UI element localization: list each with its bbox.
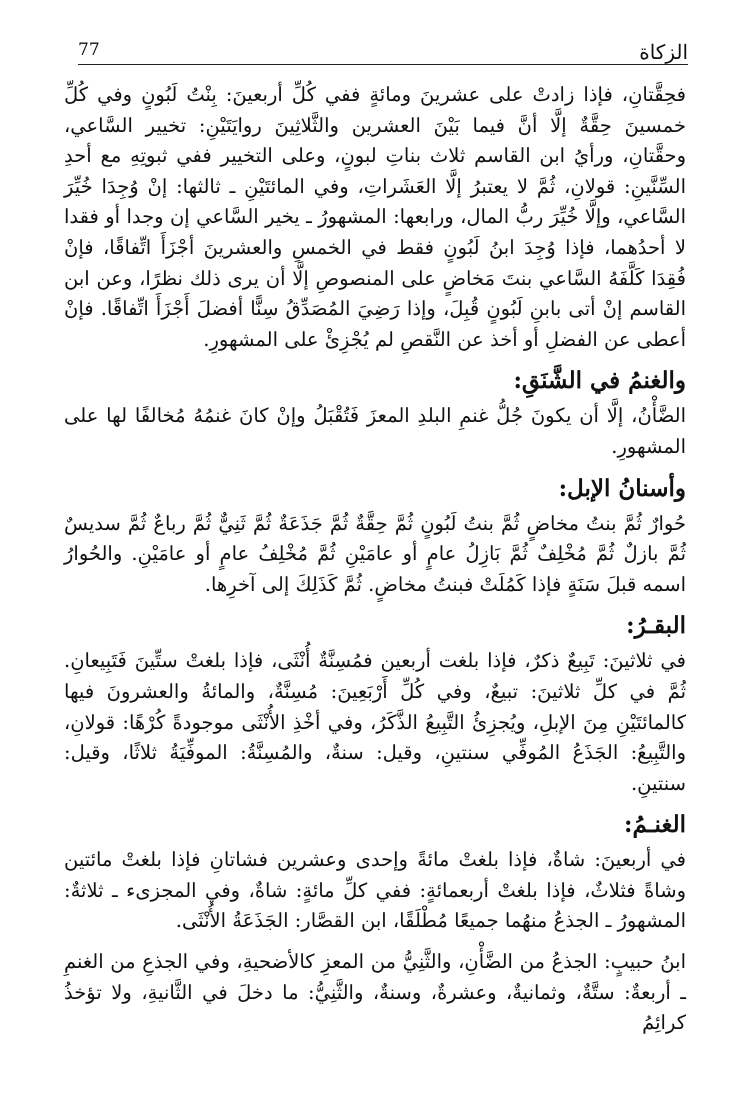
heading-sheep-shanaq: والغنمُ في الشَّنَقِ:	[513, 367, 686, 395]
paragraph-sheep-shanaq: الضَّأْنُ، إلَّا أن يكونَ جُلُّ غنمِ البلدِ المعزَ فَتُقْبَلُ وإنْ كانَ غنمُهُ مُخالفًا لها على المشهورِ.	[64, 404, 686, 458]
paragraph-ibn-habib: ابنُ حبيبٍ: الجذعُ من الضَّأْنِ، والثَّنِيُّ من المعزِ كالأضحيةِ، وفي الجذعِ من الغنمِ ـ أربعةٌ: ستَّةٌ، وثمانيةٌ، وعشرةٌ، وسنةٌ، والثَّنِيُّ: ما دخلَ في الثَّانيةِ، ولا تؤخذُ كرائِمُ	[64, 950, 686, 1035]
paragraph-cattle: في ثلاثينَ: تَبِيعٌ ذكرٌ، فإذا بلغت أربعين فمُسِنَّةٌ أُنْثَى، فإذا بلغتْ ستِّينَ فَتَبِيعانِ. ثُمَّ في كلِّ ثلاثينَ: تبيعٌ، وفي كُلِّ أَرْبَعِينَ: مُسِنَّةٌ، والمائةُ والعشرونَ فيها كالمائتَيْنِ مِنَ الإبلِ، ويُجزِئُ التَّبِيعُ الذَّكَرُ، وفي أخْذِ الأُنْثَى موجودةً كُرْهًا: قولانِ، والتَّبِيعُ: الجَذَعُ المُوفِّي سنتينِ، وقيل: سنةٌ، والمُسِنَّةُ: الموفِّيَةُ ثلاثًا، وقيل: سنتينِ.	[64, 649, 686, 795]
body-text	[64, 80, 686, 1098]
heading-camel-ages: وأسنانُ الإبل:	[558, 474, 686, 502]
page-number: 77	[78, 40, 100, 60]
paragraph-camels-ages: فحِقَّتانِ، فإذا زادتْ على عشرينَ ومائةٍ ففي كُلِّ أربعينَ: بِنْتُ لَبُونٍ وفي كُلِّ خمسينَ حِقَّةٌ إلَّا أنَّ فيما بَيْنَ العشرين والثَّلاثِينَ روايَتَيْنِ: تخيير السَّاعي، وحقَّتانِ، ورأيُ ابن القاسم ثلاث بناتِ لبونٍ، وعلى التخيير ففي ثبوتِهِ مع أحدِ السِّنَّينِ: قولانِ، ثُمَّ لا يعتبرُ إلَّا العَشَراتِ، وفي المائتَيْنِ ـ ثالثها: إنْ وُجِدَا خُيِّرَ السَّاعي، وإلَّا خُيِّرَ ربُّ المال، ورابعها: المشهورُ ـ يخير السَّاعي إن وجدا أو فقدا لا أحدُهما، فإذا وُجِدَ ابنُ لَبُونٍ فقط في الخمسِ والعشرينَ أجْزَأَ اتِّفاقًا، فإنْ فُقِدَا كَلَّفَهُ السَّاعي بنتَ مَخاضٍ على المنصوصِ إلَّا أن يرى ذلك نظرًا، وعن ابن القاسم إنْ أتى بابنِ لَبُونٍ قُبِلَ، وإذا رَضِيَ المُصَدِّقُ سِنًّا أفضلَ أَجْزَأَ اتِّفاقًا. فإنْ أعطى عن الفضلِ أو أخذ عن النَّقصِ لم يُجْزِئْ على المشهورِ.	[64, 83, 686, 351]
paragraph-sheep: في أربعينَ: شاةٌ، فإذا بلغتْ مائةً وإحدى وعشرين فشاتانِ فإذا بلغتْ مائتين وشاةً فثلاثٌ، فإذا بلغتْ أربعمائةٍ: ففي كلِّ مائةٍ: شاةٌ، وفي المجزىء ـ ثلاثةٌ: المشهورُ ـ الجذعُ منهُما جميعًا مُطْلَقًا، ابن القصَّار: الجَذَعَةُ الأُنْثَى.	[64, 848, 686, 933]
running-header	[78, 36, 688, 66]
header-rule	[78, 64, 688, 65]
chapter-title: الزكاة	[639, 40, 688, 64]
heading-sheep: الغنـمُ:	[624, 811, 686, 839]
paragraph-camel-ages: حُوارٌ ثُمَّ بنتُ مخاضٍ ثُمَّ بنتُ لَبُونٍ ثُمَّ حِقَّةٌ ثُمَّ جَذَعَةٌ ثُمَّ ثَنِيٌّ ثُمَّ رباعٌ ثُمَّ سديسٌ ثُمَّ بازلٌ ثُمَّ مُخْلِفٌ ثُمَّ بَازِلُ عامٍ أو عامَيْنِ ثُمَّ مُخْلِفُ عامٍ أو عامَيْنِ. والحُوارُ اسمه قبلَ سَنَةٍ فإذا كَمُلَتْ فبنتُ مخاضٍ. ثُمَّ كَذَلِكَ إلى آخرِها.	[64, 511, 686, 596]
heading-cattle: البقـرُ:	[626, 612, 686, 640]
